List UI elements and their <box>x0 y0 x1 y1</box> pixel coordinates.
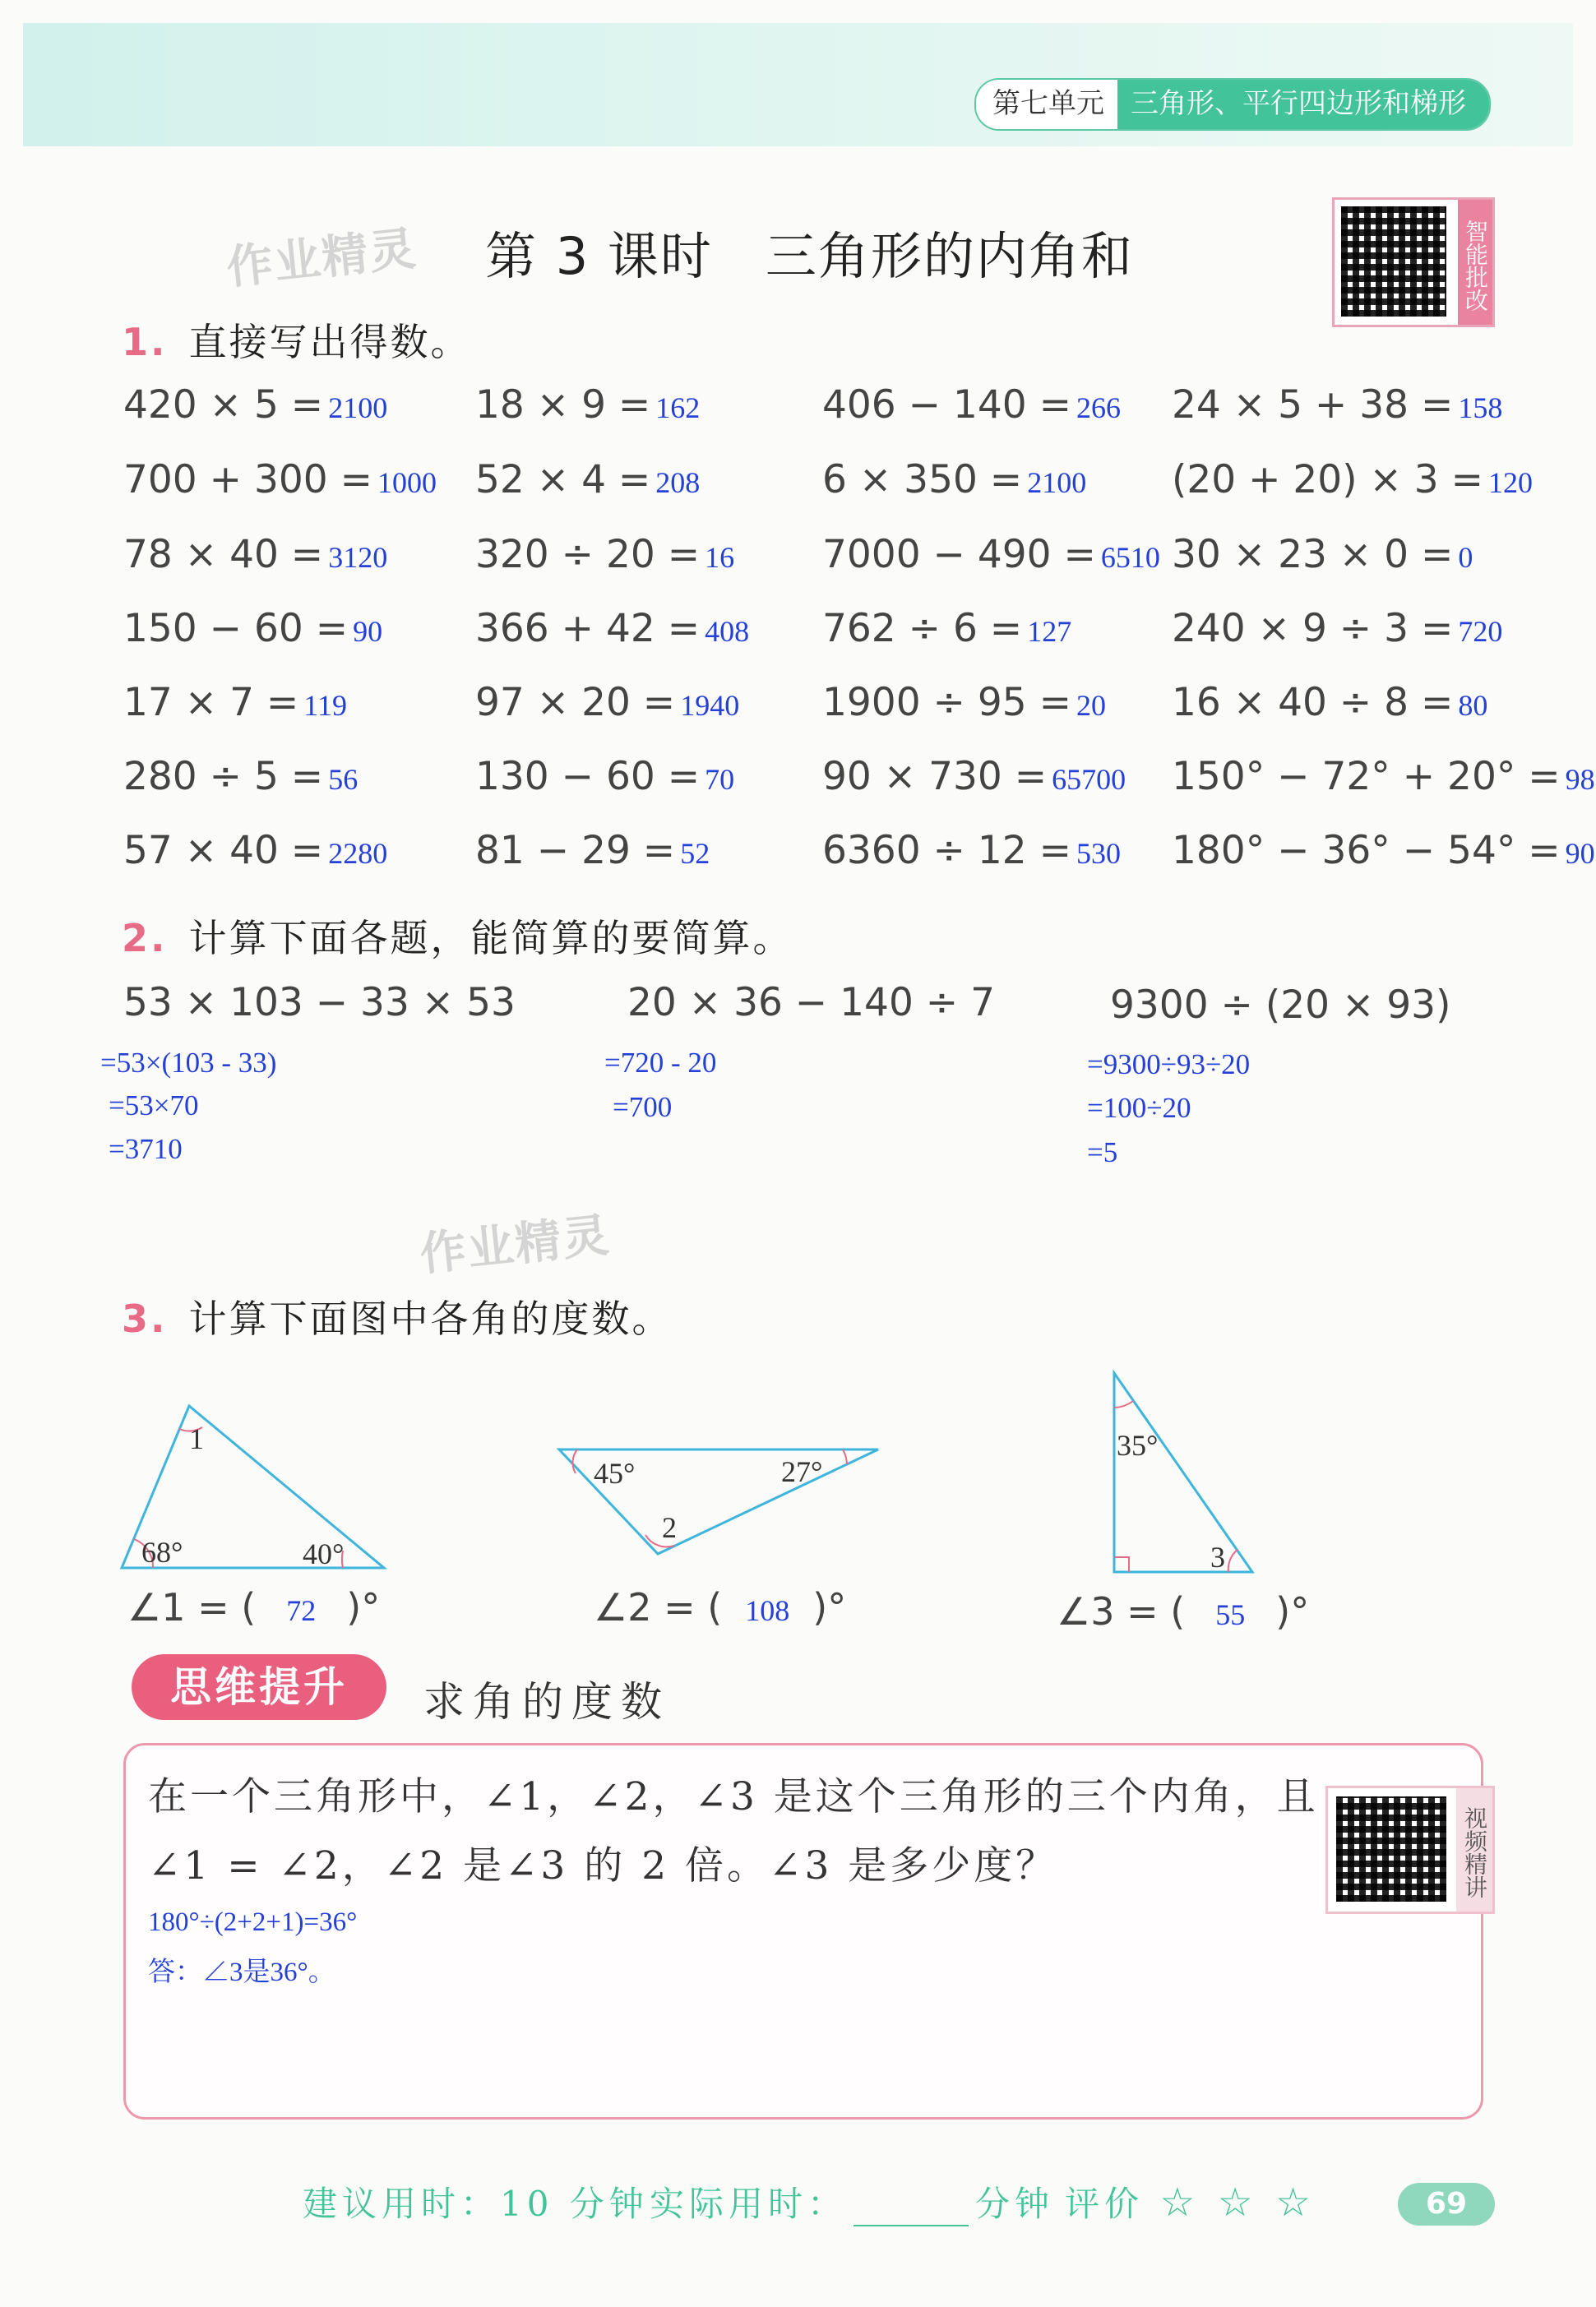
question-text: ∠2 = ( <box>594 1585 723 1630</box>
math-expression: 700 + 300 = <box>123 457 372 502</box>
minutes-label: 分钟 <box>975 2184 1055 2224</box>
math-answer: 1940 <box>680 689 740 722</box>
triangle-2 <box>559 1449 878 1554</box>
page-title: 第 3 课时 三角形的内角和 <box>485 226 1134 286</box>
math-expression: 130 − 60 = <box>475 754 701 799</box>
work-step: =53×70 <box>109 1089 199 1121</box>
math-answer: 158 <box>1458 391 1503 424</box>
math-expression: 1900 ÷ 95 = <box>822 680 1071 725</box>
math-item <box>123 382 387 428</box>
thinking-subtitle: 求角的度数 <box>423 1678 670 1726</box>
math-item <box>1172 680 1487 725</box>
math-item <box>1172 606 1502 651</box>
work-step: =53×(103 - 33) <box>100 1047 277 1079</box>
angle-label: 3 <box>1210 1541 1225 1574</box>
angle-label: 45° <box>594 1457 636 1490</box>
math-expression: 24 × 5 + 38 = <box>1172 382 1454 428</box>
math-answer: 65700 <box>1052 763 1126 796</box>
math-expression: 6360 ÷ 12 = <box>822 828 1071 873</box>
math-item <box>822 828 1121 873</box>
work-step: =3710 <box>109 1133 183 1165</box>
question-text: ∠1 = ( <box>127 1585 257 1630</box>
math-expression: 150° − 72° + 20° = <box>1172 754 1561 799</box>
actual-time <box>650 2177 1054 2226</box>
math-answer: 208 <box>655 466 701 499</box>
question-text: )° <box>1275 1589 1310 1634</box>
angle-2-answer <box>594 1585 846 1630</box>
math-answer: 6510 <box>1100 541 1160 574</box>
math-item <box>1172 382 1502 428</box>
section-3-heading <box>122 1289 672 1343</box>
math-item <box>1172 532 1473 577</box>
page-number: 69 <box>1398 2183 1495 2226</box>
math-answer: 70 <box>705 763 735 796</box>
answer-value: 108 <box>745 1594 790 1627</box>
math-answer: 720 <box>1458 615 1503 648</box>
math-answer: 90 <box>1565 837 1595 870</box>
section-title: 计算下面各题，能简算的要简算。 <box>188 916 793 960</box>
math-expression: (20 + 20) × 3 = <box>1172 457 1484 502</box>
unit-tag <box>974 78 1491 131</box>
math-item <box>822 680 1106 725</box>
math-expression: 7000 − 490 = <box>822 532 1096 577</box>
angle-label: 40° <box>303 1537 345 1570</box>
qr-code-icon <box>1336 1796 1446 1902</box>
section-number: 3. <box>122 1297 168 1341</box>
math-item <box>822 606 1071 651</box>
triangle-1 <box>122 1406 384 1570</box>
math-expression: 30 × 23 × 0 = <box>1172 532 1454 577</box>
qr-code-grading[interactable] <box>1332 197 1495 327</box>
math-item <box>123 532 387 577</box>
watermark: 作业精灵 <box>224 222 420 295</box>
math-item <box>475 382 700 428</box>
math-answer: 530 <box>1076 837 1121 870</box>
triangle-figures <box>0 1348 1596 1620</box>
math-expression: 240 × 9 ÷ 3 = <box>1172 606 1454 651</box>
math-expression: 16 × 40 ÷ 8 = <box>1172 680 1454 725</box>
qr-label: 智能批改 <box>1458 200 1492 325</box>
work-step: =720 - 20 <box>604 1047 717 1079</box>
math-answer: 16 <box>705 541 735 574</box>
math-expression: 762 ÷ 6 = <box>822 606 1023 651</box>
math-item <box>822 457 1086 502</box>
math-expression: 57 × 40 = <box>123 828 324 873</box>
star-icon[interactable]: ☆ ☆ ☆ <box>1159 2180 1316 2226</box>
math-item <box>822 532 1160 577</box>
math-expression: 81 − 29 = <box>475 828 676 873</box>
math-item <box>475 606 749 651</box>
math-item <box>1172 457 1533 502</box>
math-item <box>1172 828 1595 873</box>
math-item <box>1172 754 1595 799</box>
math-item <box>475 680 739 725</box>
math-answer: 120 <box>1488 466 1534 499</box>
math-answer: 2100 <box>1027 466 1087 499</box>
math-answer: 98 <box>1565 763 1595 796</box>
math-item <box>123 828 387 873</box>
work-step: =9300÷93÷20 <box>1087 1048 1251 1080</box>
angle-label: 1 <box>189 1422 204 1455</box>
math-expression: 406 − 140 = <box>822 382 1071 428</box>
math-answer: 90 <box>353 615 383 648</box>
answer-line: 答：∠3是36°。 <box>148 1958 335 1987</box>
problem-text: ∠1 = ∠2，∠2 是∠3 的 2 倍。∠3 是多少度？ <box>148 1843 1058 1889</box>
work-step: =5 <box>1087 1136 1118 1168</box>
problem-text: 在一个三角形中，∠1，∠2，∠3 是这个三角形的三个内角，且 <box>148 1774 1319 1819</box>
math-expression: 366 + 42 = <box>475 606 701 651</box>
math-expression: 18 × 9 = <box>475 382 651 428</box>
math-answer: 1000 <box>377 466 437 499</box>
angle-label: 2 <box>662 1511 677 1544</box>
question-text: ∠3 = ( <box>1057 1589 1186 1634</box>
math-item <box>475 828 710 873</box>
angle-3-answer <box>1057 1589 1309 1634</box>
section-number: 1. <box>122 320 168 364</box>
math-item <box>123 754 358 799</box>
rating <box>1065 2177 1316 2226</box>
section-2-heading <box>122 908 793 963</box>
math-item <box>123 606 382 651</box>
unit-topic: 三角形、平行四边形和梯形 <box>1117 80 1489 129</box>
angle-1-answer <box>127 1585 380 1630</box>
angle-label: 68° <box>141 1536 183 1569</box>
qr-code-video[interactable] <box>1325 1786 1495 1914</box>
section-number: 2. <box>122 916 168 960</box>
math-answer: 162 <box>655 391 701 424</box>
section-title: 计算下面图中各角的度数。 <box>188 1297 673 1341</box>
angle-label: 27° <box>781 1455 823 1488</box>
problem-expression: 9300 ÷ (20 × 93) <box>1110 982 1451 1028</box>
qr-label: 视频精讲 <box>1456 1788 1492 1912</box>
unit-label: 第七单元 <box>976 80 1117 129</box>
work-step: =100÷20 <box>1087 1092 1191 1124</box>
math-answer: 56 <box>328 763 359 796</box>
work-step: =700 <box>613 1091 673 1123</box>
math-expression: 150 − 60 = <box>123 606 349 651</box>
math-answer: 20 <box>1076 689 1106 722</box>
math-answer: 80 <box>1458 689 1488 722</box>
answer-value: 72 <box>286 1594 317 1627</box>
angle-label: 35° <box>1117 1429 1159 1462</box>
math-answer: 2100 <box>328 391 388 424</box>
math-expression: 52 × 4 = <box>475 457 651 502</box>
question-text: )° <box>346 1585 381 1630</box>
math-item <box>475 532 734 577</box>
math-answer: 2280 <box>328 837 388 870</box>
math-expression: 97 × 20 = <box>475 680 676 725</box>
suggested-time: 建议用时：10 分钟 <box>303 2184 649 2224</box>
math-answer: 119 <box>303 689 347 722</box>
math-item <box>822 754 1126 799</box>
triangle-3 <box>1114 1373 1252 1574</box>
math-answer: 52 <box>680 837 710 870</box>
math-expression: 6 × 350 = <box>822 457 1023 502</box>
work-step: 180°÷(2+2+1)=36° <box>148 1907 358 1937</box>
math-answer: 266 <box>1076 391 1121 424</box>
math-answer: 127 <box>1027 615 1072 648</box>
question-text: )° <box>812 1585 847 1630</box>
math-expression: 17 × 7 = <box>123 680 299 725</box>
math-item <box>123 680 347 725</box>
watermark: 作业精灵 <box>417 1209 613 1282</box>
problem-expression: 20 × 36 − 140 ÷ 7 <box>627 980 996 1025</box>
math-item <box>475 457 700 502</box>
section-title: 直接写出得数。 <box>188 320 471 364</box>
actual-time-label: 实际用时： <box>650 2184 848 2224</box>
thinking-badge: 思维提升 <box>132 1654 386 1720</box>
math-answer: 3120 <box>328 541 388 574</box>
math-expression: 320 ÷ 20 = <box>475 532 701 577</box>
math-item <box>475 754 734 799</box>
math-answer: 0 <box>1458 541 1473 574</box>
rating-label: 评价 <box>1065 2184 1145 2224</box>
math-expression: 420 × 5 = <box>123 382 324 428</box>
actual-time-blank[interactable] <box>854 2197 969 2226</box>
math-expression: 90 × 730 = <box>822 754 1048 799</box>
math-answer: 408 <box>705 615 750 648</box>
section-1-heading <box>122 312 470 367</box>
math-expression: 280 ÷ 5 = <box>123 754 324 799</box>
math-expression: 180° − 36° − 54° = <box>1172 828 1561 873</box>
math-item <box>822 382 1121 428</box>
problem-expression: 53 × 103 − 33 × 53 <box>123 980 516 1025</box>
math-item <box>123 457 437 502</box>
answer-value: 55 <box>1215 1598 1246 1631</box>
math-expression: 78 × 40 = <box>123 532 324 577</box>
qr-code-icon <box>1341 206 1446 317</box>
